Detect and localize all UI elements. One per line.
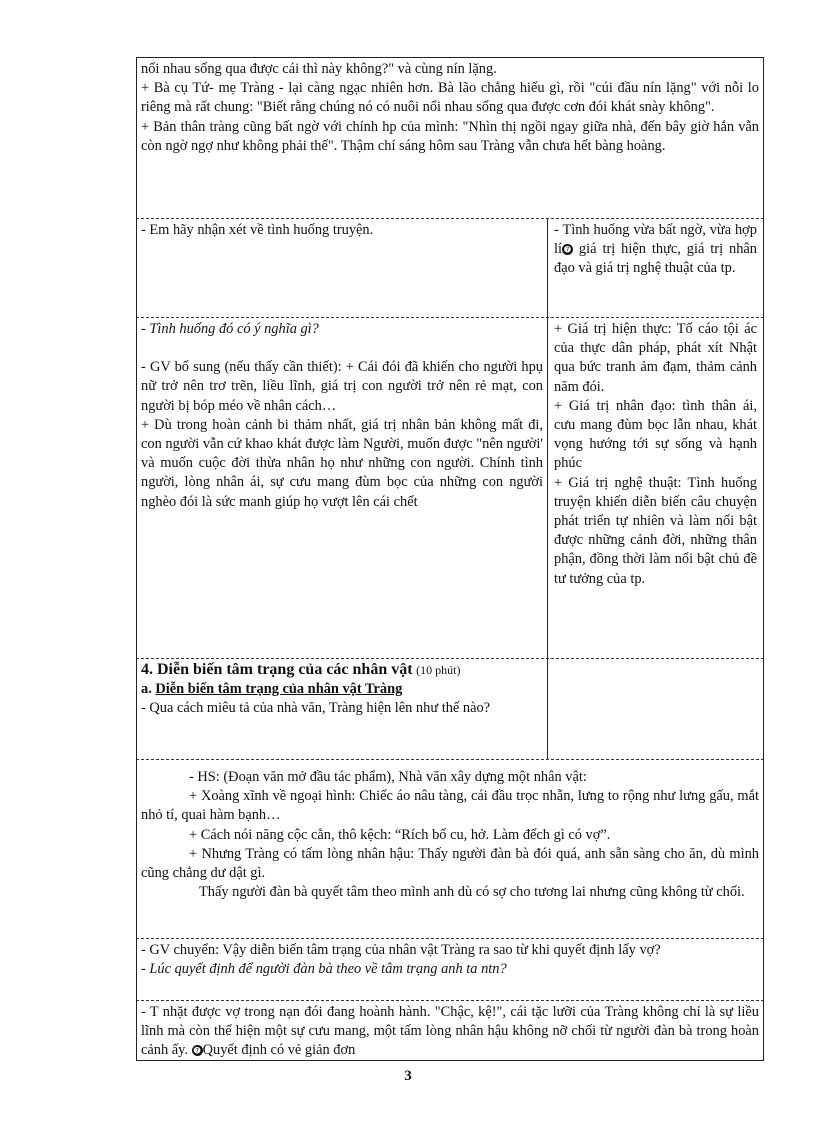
section-heading (141, 660, 543, 680)
page-number: 3 (404, 1068, 412, 1084)
paragraph-part: Quyết định có vẻ giản đơn (202, 1042, 356, 1059)
table-row (136, 759, 764, 938)
paragraph: - GV chuyển: Vậy diễn biến tâm trạng của nhân vật Tràng ra sao từ khi quyết định lấy vợ? (141, 942, 661, 958)
right-cell (548, 318, 763, 658)
left-cell (137, 318, 548, 658)
table-row (136, 658, 764, 759)
paragraph: + Bản thân tràng cũng bất ngờ với chính hp của mình: "Nhìn thị ngồi ngay giữa nhà, đến bây giờ hắn vẫn còn ngờ ngợ như không phải thế". Thậm chí sáng hôm sau Tràng vẫn chưa hết bàng hoàng. (141, 118, 759, 154)
table-row (136, 317, 764, 658)
paragraph: + Giá trị hiện thực: Tố cáo tội ác của thực dân pháp, phát xít Nhật qua bức tranh ảm đạm, thảm cảnh năm đói. (554, 321, 757, 395)
paragraph: - HS: (Đoạn văn mở đầu tác phẩm), Nhà văn xây dựng một nhân vật: (189, 769, 587, 785)
paragraph: + Giá trị nghệ thuật: Tình huống truyện khiến diễn biến câu chuyện phát triển tự nhiên và làm nổi bật được những cảnh đời, những thân phận, đồng thời làm nổi bật chủ đề tư tưởng của tp. (554, 474, 757, 587)
subsection-title: Diễn biến tâm trạng của nhân vật Tràng (155, 681, 403, 698)
table-row (136, 1000, 764, 1061)
numbered-bullet-icon: ➐ (192, 1045, 203, 1056)
answer-text (554, 221, 757, 279)
lesson-table (136, 57, 764, 1061)
spacer (141, 339, 543, 358)
table-row (136, 938, 764, 1000)
question-text: - Qua cách miêu tả của nhà văn, Tràng hiện lên như thế nào? (141, 700, 491, 717)
left-cell (137, 659, 548, 759)
paragraph: nổi nhau sống qua được cái thì này không?" và cùng nín lặng. (141, 61, 497, 77)
table-row (136, 57, 764, 218)
table-row (136, 218, 764, 317)
question-text: - Tình huống đó có ý nghĩa gì? (141, 321, 319, 337)
paragraph: - Lúc quyết định để người đàn bà theo về tâm trạng anh ta ntn? (141, 961, 507, 978)
subsection-prefix: a. (141, 681, 156, 698)
right-cell (548, 219, 763, 317)
numbered-bullet-icon: ➐ (562, 244, 573, 255)
left-cell (137, 219, 548, 317)
paragraph: - GV bổ sung (nếu thấy cần thiết): + Cái đói đã khiến cho người hpụ nữ trở nên trơ trẽn, liều lĩnh, giá trị con người trở nên rẻ mạt, con người bị bóp méo về nhân cách… (141, 359, 543, 414)
answer-part: - Tình huống vừa bất ngờ, vừa hợp lí (554, 222, 757, 258)
heading-text: 4. Diễn biến tâm trạng của các nhân vật (141, 661, 413, 678)
paragraph: Thấy người đàn bà quyết tâm theo mình anh dù có sợ cho tương lai nhưng cũng không từ chối. (199, 884, 745, 901)
paragraph (141, 1003, 759, 1061)
heading-time: (10 phút) (416, 663, 461, 677)
right-cell (548, 659, 763, 759)
paragraph: + Xoàng xĩnh về ngoại hình: Chiếc áo nâu tàng, cái đầu trọc nhẵn, lưng to rộng như lưng gấu, mắt nhỏ tí, quai hàm bạnh… (141, 788, 759, 824)
answer-part: giá trị hiện thực, giá trị nhân đạo và giá trị nghệ thuật của tp. (554, 241, 757, 277)
paragraph: + Nhưng Tràng có tấm lòng nhân hậu: Thấy người đàn bà đói quá, anh sẵn sàng cho ăn, dù mình cũng chẳng dư dật gì. (141, 845, 759, 882)
paragraph: + Giá trị nhân đạo: tình thân ái, cưu mang đùm bọc lẫn nhau, khát vọng hướng tới sự sống và hạnh phúc (554, 397, 757, 472)
subsection-heading (141, 680, 543, 699)
question-text: - Em hãy nhận xét về tình huống truyện. (141, 222, 374, 238)
paragraph: + Bà cụ Tứ- mẹ Tràng - lại càng ngạc nhiên hơn. Bà lão chẳng hiểu gì, rồi "cúi đầu nín lặng" với nỗi lo riêng mà rất chung: "Biết rằng chúng nó có nuôi nổi nhau sống qua được cơn đói khát snày không". (141, 80, 759, 116)
paragraph: + Cách nói năng cộc cằn, thô kệch: “Rích bố cu, hở. Làm đếch gì có vợ”. (189, 826, 611, 843)
paragraph: + Dù trong hoàn cảnh bi thảm nhất, giá trị nhân bản không mất đi, con người vẫn cứ khao khát được làm Người, muốn được "nên người' và muốn cuộc đời thừa nhân họ như những con người. Chính tình người, lòng nhân ái, sự cưu mang đùm bọc của những con người nghèo đói là sức manh giúp họ vượt lên cái chết (141, 416, 543, 510)
paragraph-part: - T nhặt được vợ trong nạn đói đang hoành hành. "Chậc, kệ!", cái tặc lưỡi của Tràng không chỉ là sự liều lĩnh mà còn thể hiện một sự cưu mang, một tấm lòng nhân hậu không nỡ chối từ người đàn bà trong hoàn cảnh ấy. (141, 1004, 759, 1059)
